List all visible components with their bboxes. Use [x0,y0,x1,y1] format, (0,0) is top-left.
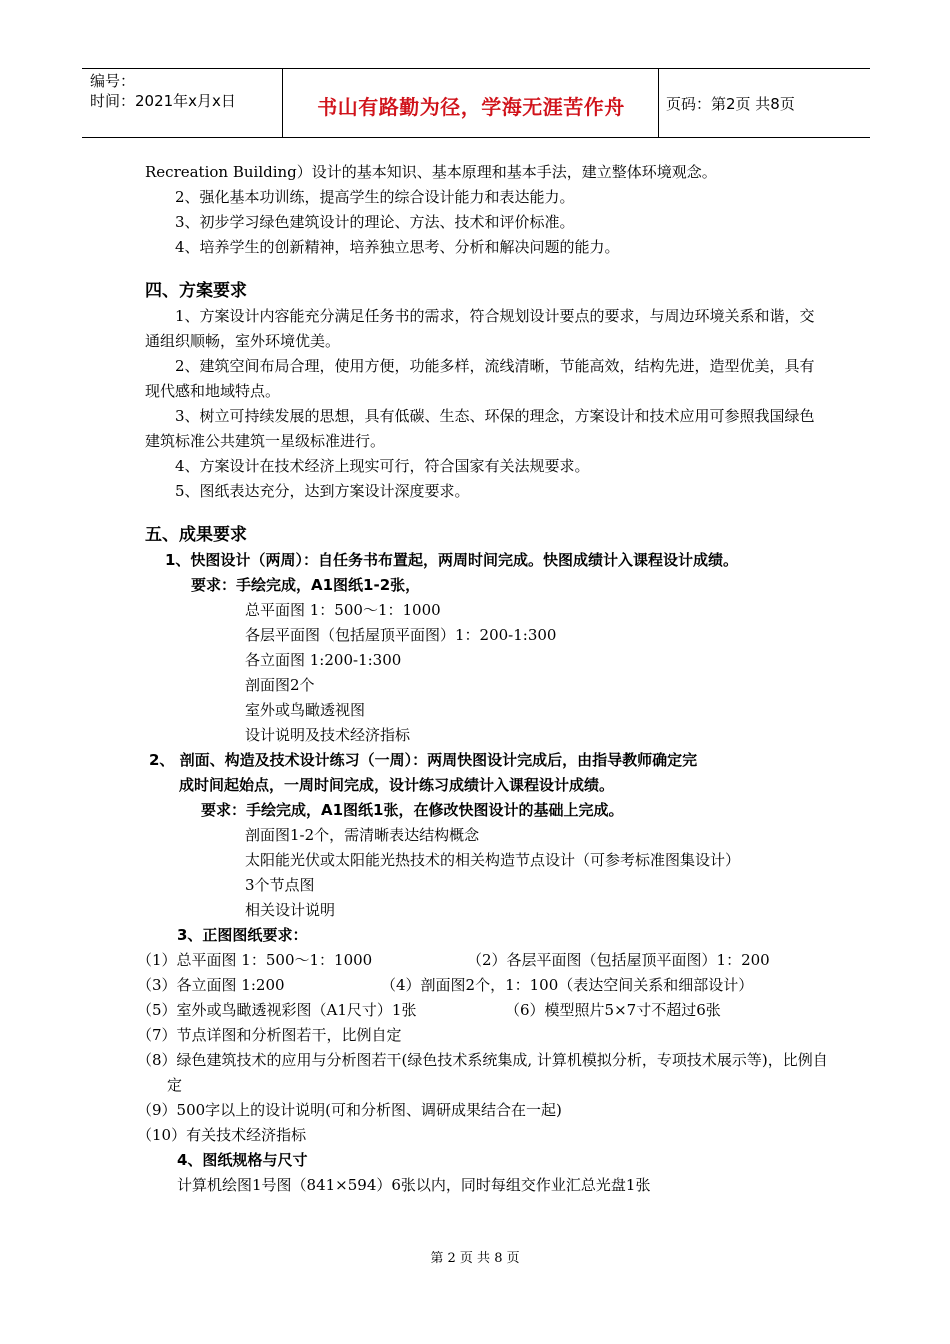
list-item: 设计说明及技术经济指标 [245,726,411,744]
subsection-heading: 4、图纸规格与尺寸 [177,1151,308,1169]
list-item: （7）节点详图和分析图若干，比例自定 [137,1026,402,1044]
intro-line: 3、初步学习绿色建筑设计的理论、方法、技术和评价标准。 [175,213,575,231]
section-title: 五、成果要求 [145,525,247,545]
list-item: 3、树立可持续发展的思想，具有低碳、生态、环保的理念，方案设计和技术应用可参照我国绿色建筑标准公共建筑一星级标准进行。 [145,407,815,450]
list-item: 总平面图 1：500～1：1000 [245,601,441,619]
list-item: 5、图纸表达充分，达到方案设计深度要求。 [175,482,470,500]
section-title: 四、方案要求 [145,281,247,301]
list-item: （8）绿色建筑技术的应用与分析图若干(绿色技术系统集成, 计算机模拟分析，专项技术展示等)，比例自定 [137,1051,828,1094]
list-item: （10）有关技术经济指标 [137,1126,307,1144]
list-item: 室外或鸟瞰透视图 [245,701,366,719]
subsection-heading: 3、正图图纸要求： [177,926,308,944]
list-item: （4）剖面图2个，1：100（表达空间关系和细部设计） [381,976,754,994]
list-item: （1）总平面图 1：500～1：1000 [137,951,373,969]
list-item: 各层平面图（包括屋顶平面图）1：200-1:300 [245,626,557,644]
list-row [137,973,815,998]
list-item: 太阳能光伏或太阳能光热技术的相关构造节点设计（可参考标准图集设计） [245,851,741,869]
list-item: 相关设计说明 [245,901,336,919]
header-page-label: 页码：第2页 共8页 [666,95,795,113]
page-header [82,68,870,138]
document-body [137,160,828,1198]
list-item: 2、建筑空间布局合理，使用方便，功能多样，流线清晰，节能高效，结构先进，造型优美，具有现代感和地域特点。 [145,357,815,400]
page-footer: 第 2 页 共 8 页 [430,1251,520,1266]
intro-line: Recreation Building）设计的基本知识、基本原理和基本手法，建立整体环境观念。 [145,163,717,181]
requirement-line: 要求：手绘完成，A1图纸1张，在修改快图设计的基础上完成。 [201,801,624,819]
list-item: 剖面图2个 [245,676,315,694]
header-left [90,71,236,111]
list-row [137,948,815,973]
number-label: 编号： [90,72,136,90]
header-divider [658,69,659,137]
list-item: （9）500字以上的设计说明(可和分析图、调研成果结合在一起) [137,1101,562,1119]
list-item: （5）室外或鸟瞰透视彩图（A1尺寸）1张 [137,1001,417,1019]
header-motto: 书山有路勤为径，学海无涯苦作舟 [317,95,625,119]
paragraph: 计算机绘图1号图（841×594）6张以内，同时每组交作业汇总光盘1张 [177,1176,651,1194]
requirement-line: 要求：手绘完成，A1图纸1-2张， [191,576,421,594]
list-item: （6）模型照片5×7寸不超过6张 [505,1001,721,1019]
subsection-heading: 成时间起始点，一周时间完成，设计练习成绩计入课程设计成绩。 [179,776,615,794]
list-item: （2）各层平面图（包括屋顶平面图）1：200 [467,951,770,969]
list-item: 1、方案设计内容能充分满足任务书的需求，符合规划设计要点的要求，与周边环境关系和谐，交通组织顺畅，室外环境优美。 [145,307,815,350]
date-label: 时间：2021年x月x日 [90,92,236,110]
list-item: （3）各立面图 1:200 [137,976,285,994]
subsection-heading: 1、快图设计（两周）：自任务书布置起，两周时间完成。快图成绩计入课程设计成绩。 [165,551,738,569]
list-item: 3个节点图 [245,876,315,894]
list-item: 4、方案设计在技术经济上现实可行，符合国家有关法规要求。 [175,457,590,475]
subsection-heading: 2、 剖面、构造及技术设计练习（一周）：两周快图设计完成后，由指导教师确定完 [149,751,698,769]
intro-line: 4、培养学生的创新精神，培养独立思考、分析和解决问题的能力。 [175,238,620,256]
intro-line: 2、强化基本功训练，提高学生的综合设计能力和表达能力。 [175,188,575,206]
list-row [137,998,815,1023]
list-item: 剖面图1-2个，需清晰表达结构概念 [245,826,480,844]
list-item: 各立面图 1:200-1:300 [245,651,402,669]
header-divider [282,69,283,137]
